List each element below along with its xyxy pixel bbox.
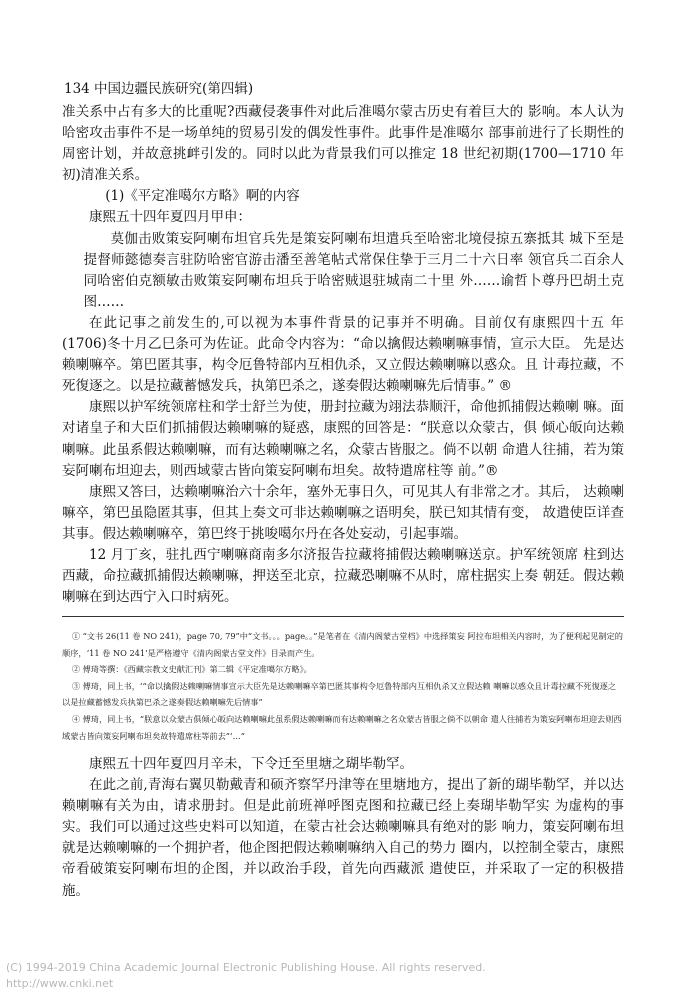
paragraph: 准关系中占有多大的比重呢?西藏侵袭事件对此后准噶尔蒙古历史有着巨大的 影响。本人认为哈密攻击事件不是一场单纯的贸易引发的偶发性事件。此事件是准噶尔 部事前进行了长期性的周密计划，并故意挑衅引发的。同时以此为背景我们可以推定 18 世纪初期(1700—1710 年初)清准关系。	[62, 104, 624, 184]
main-text-upper	[62, 102, 624, 608]
paragraph: 在此之前,青海右翼贝勒戴青和硕齐察罕丹津等在里塘地方，提出了新的瑚毕勒罕，并以达赖喇嘛有关为由，请求册封。但是此前班禅呼图克图和拉藏已经上奏瑚毕勒罕实 为虚构的事实。我们可以通过这些史料可以知道，在蒙古社会达赖喇嘛具有绝对的影 响力，策妄阿喇布坦就是达赖喇嘛的一个拥护者，他企图把假达赖喇嘛纳入自己的势力 圈内，以控制全蒙古，康熙帝看破策妄阿喇布坦的企图，并以政治手段，首先向西藏派 遣使臣，并采取了一定的积极措施。	[62, 777, 624, 899]
paragraph: 12 月丁亥，驻扎西宁喇嘛商南多尔济报告拉藏将捕假达赖喇嘛送京。护军统领席 柱到达西藏，命拉藏抓捕假达赖喇嘛，押送至北京，拉藏恐喇嘛不从时，席柱据实上奏 朝廷。假达赖喇嘛在到达西宁入口时病死。	[62, 546, 624, 606]
copyright-watermark	[6, 960, 566, 992]
paragraph: 在此记事之前发生的,可以视为本事件背景的记事并不明确。目前仅有康熙四十五 年(1706)冬十月乙巳条可为佐证。此命令内容为：“命以擒假达赖喇嘛事情，宣示大臣。 先是达赖喇嘛卒。第巴匿其事，构令厄鲁特部内互相仇杀，又立假达赖喇嘛以惑众。且 计毒拉藏，不死復逐之。以是拉藏蓄憾发兵，执第巴杀之，遂奏假达赖喇嘛先后情事。” ®	[62, 314, 624, 395]
source-url: http://www.cnki.net	[6, 977, 114, 990]
running-head: 134 中国边疆民族研究(第四辑)	[64, 81, 254, 97]
block-quote: 莫伽击败策妄阿喇布坦官兵先是策妄阿喇布坦遣兵至哈密北境侵掠五寨抵其 城下至是提督师懿德奏言驻防哈密官游击潘至善笔帖式常保住挚于三月二十六日率 领官兵二百余人同哈密伯克额敏击败策妄阿喇布坦兵于哈密贼退驻城南二十里 外……谕哲卜尊丹巴胡土克图……	[83, 230, 624, 310]
copyright-text: (C) 1994-2019 China Academic Journal Electronic Publishing House. All rights reserved.	[6, 961, 486, 974]
date-line: 康熙五十四年夏四月甲申：	[89, 209, 251, 226]
section-heading: (1)《平定准噶尔方略》啊的内容	[105, 188, 300, 205]
main-text-lower	[62, 754, 624, 902]
footnote: ④ 傅琦，同上书，“朕意以众蒙古俱倾心皈向达赖喇嘛此虽系假达赖喇嘛而有达赖喇嘛之名众蒙古皆服之倘不以朝命 遣人往捕若为策妄阿喇布坦迎去则西域蒙古皆向策妄阿喇布坦矣故特遣席柱等前去”‘…”	[62, 713, 622, 741]
date-line: 康熙五十四年夏四月辛未，下令迁至里塘之瑚毕勒罕。	[89, 756, 413, 772]
footnotes	[62, 628, 624, 744]
footnote: ② 傅琦等撰：《西藏宗教文史献汇刊》第二辑《平定准噶尔方略》。	[71, 664, 312, 675]
paragraph: 康熙又答曰，达赖喇嘛治六十余年，塞外无事日久，可见其人有非常之才。其后， 达赖喇嘛卒，第巴虽隐匿其事，但其上奏文可非达赖喇嘛之语明矣，朕已知其情有变， 故遣使臣详查其事。假达赖喇嘛卒，第巴终于挑唆噶尔丹在各处妄动，引起事端。	[62, 483, 624, 542]
paragraph: 康熙以护军统领席柱和学士舒兰为使，册封拉藏为翊法恭顺汗，命他抓捕假达赖喇 嘛。面对诸皇子和大臣们抓捕假达赖喇嘛的疑惑，康熙的回答是：“朕意以众蒙古，俱 倾心皈向达赖喇嘛。此虽系假达赖喇嘛，而有达赖喇嘛之名，众蒙古皆服之。倘不以朝 命遣人往捕，若为策妄阿喇布坦迎去，则西域蒙古皆向策妄阿喇布坦矣。故特遣席柱等 前。”®	[62, 399, 624, 479]
footnote-divider	[62, 616, 624, 617]
footnote: ③ 傅琦，同上书，‘“命以擒假达赖喇嘛情事宣示大臣先是达赖喇嘛卒第巴匿其事构令厄鲁特部内互相仇杀又立假达赖 喇嘛以惑众且计毒拉藏不死復逐之以是拉藏蓄憾发兵执第巴杀之遂奏假达赖喇嘛先后情事”	[62, 680, 617, 708]
footnote: ① “文书 26(11 卷 NO 241)，page 70, 79”中“文书。。。page。。”是笔者在《清内阁蒙古堂档》中选择策妄 阿拉布坦相关内容时，为了便利起见制定的顺序，‘11 卷 NO 241’是严格遵守《清内阁蒙古堂文件》目录而产生。	[62, 631, 623, 658]
